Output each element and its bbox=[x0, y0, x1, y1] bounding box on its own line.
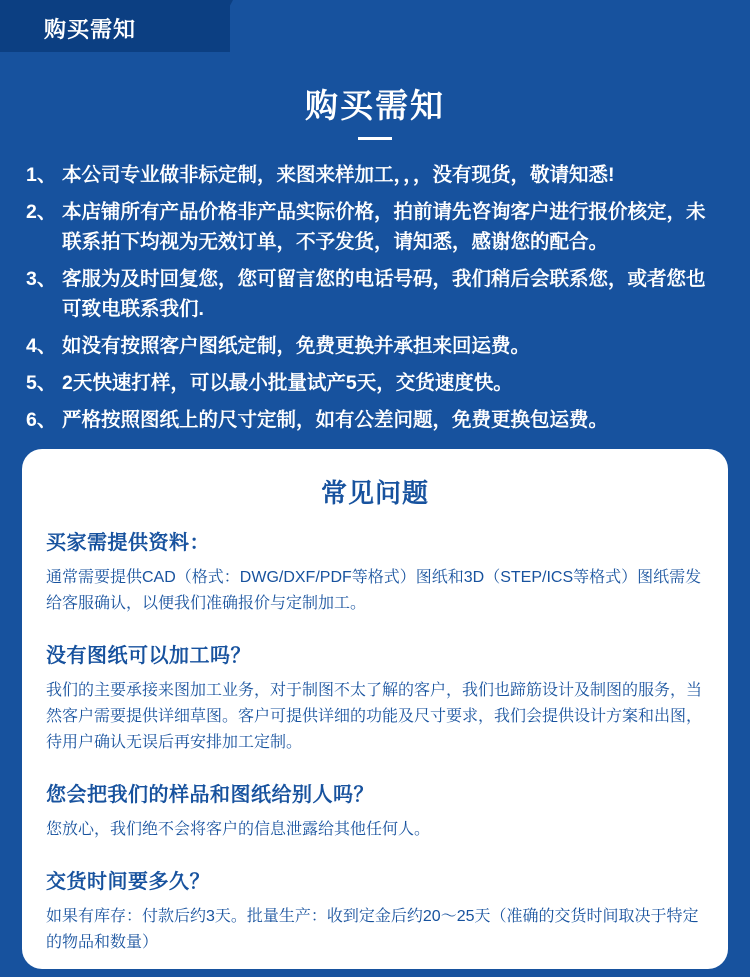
list-item bbox=[26, 160, 724, 190]
faq-card bbox=[22, 449, 728, 969]
faq-item bbox=[46, 639, 704, 756]
faq-item bbox=[46, 865, 704, 956]
list-item-number: 2、 bbox=[26, 201, 57, 223]
faq-item bbox=[46, 778, 704, 843]
faq-question: 交货时间要多久？ bbox=[46, 871, 210, 893]
faq-answer: 我们的主要承接来图加工业务，对于制图不太了解的客户，我们也蹄筋设计及制图的服务，当然客户需要提供详细草图。客户可提供详细的功能及尺寸要求，我们会提供设计方案和出图，待用户确认无误后再安排加工定制。 bbox=[46, 682, 703, 751]
page-title: 购买需知 bbox=[305, 87, 445, 124]
list-item-number: 5、 bbox=[26, 372, 57, 394]
faq-question: 您会把我们的样品和图纸给别人吗？ bbox=[46, 784, 374, 806]
section-tab-label: 购买需知 bbox=[44, 17, 137, 42]
top-tab-bar bbox=[0, 0, 750, 52]
faq-title: 常见问题 bbox=[320, 478, 429, 508]
list-item bbox=[26, 197, 724, 257]
list-item bbox=[26, 368, 724, 398]
notice-list bbox=[26, 160, 724, 435]
list-item-text: 本店铺所有产品价格非产品实际价格，拍前请先咨询客户进行报价核定，未联系拍下均视为无效订单，不予发货，请知悉，感谢您的配合。 bbox=[62, 201, 706, 253]
list-item-number: 4、 bbox=[26, 335, 57, 357]
faq-answer: 您放心，我们绝不会将客户的信息泄露给其他任何人。 bbox=[46, 821, 431, 838]
title-underline bbox=[358, 137, 392, 140]
faq-answer: 如果有库存：付款后约3天。批量生产：收到定金后约20～25天（准确的交货时间取决于特定的物品和数量） bbox=[46, 908, 699, 951]
list-item bbox=[26, 331, 724, 361]
list-item-text: 严格按照图纸上的尺寸定制，如有公差问题，免费更换包运费。 bbox=[62, 409, 609, 431]
list-item-text: 2天快速打样，可以最小批量试产5天，交货速度快。 bbox=[62, 372, 513, 394]
faq-question: 没有图纸可以加工吗？ bbox=[46, 645, 251, 667]
faq-question: 买家需提供资料： bbox=[46, 532, 210, 554]
list-item-text: 本公司专业做非标定制，来图来样加工，，，没有现货，敬请知悉! bbox=[62, 164, 615, 186]
faq-answer: 通常需要提供CAD（格式：DWG/DXF/PDF等格式）图纸和3D（STEP/ICS等格式）图纸需发给客服确认，以便我们准确报价与定制加工。 bbox=[46, 569, 702, 612]
tab-skew-decoration bbox=[205, 0, 233, 52]
list-item-text: 客服为及时回复您，您可留言您的电话号码，我们稍后会联系您，或者您也可致电联系我们. bbox=[62, 268, 706, 320]
list-item bbox=[26, 264, 724, 324]
list-item-number: 3、 bbox=[26, 268, 57, 290]
list-item-number: 6、 bbox=[26, 409, 57, 431]
faq-item bbox=[46, 526, 704, 617]
list-item bbox=[26, 405, 724, 435]
list-item-number: 1、 bbox=[26, 164, 57, 186]
list-item-text: 如没有按照客户图纸定制，免费更换并承担来回运费。 bbox=[62, 335, 531, 357]
